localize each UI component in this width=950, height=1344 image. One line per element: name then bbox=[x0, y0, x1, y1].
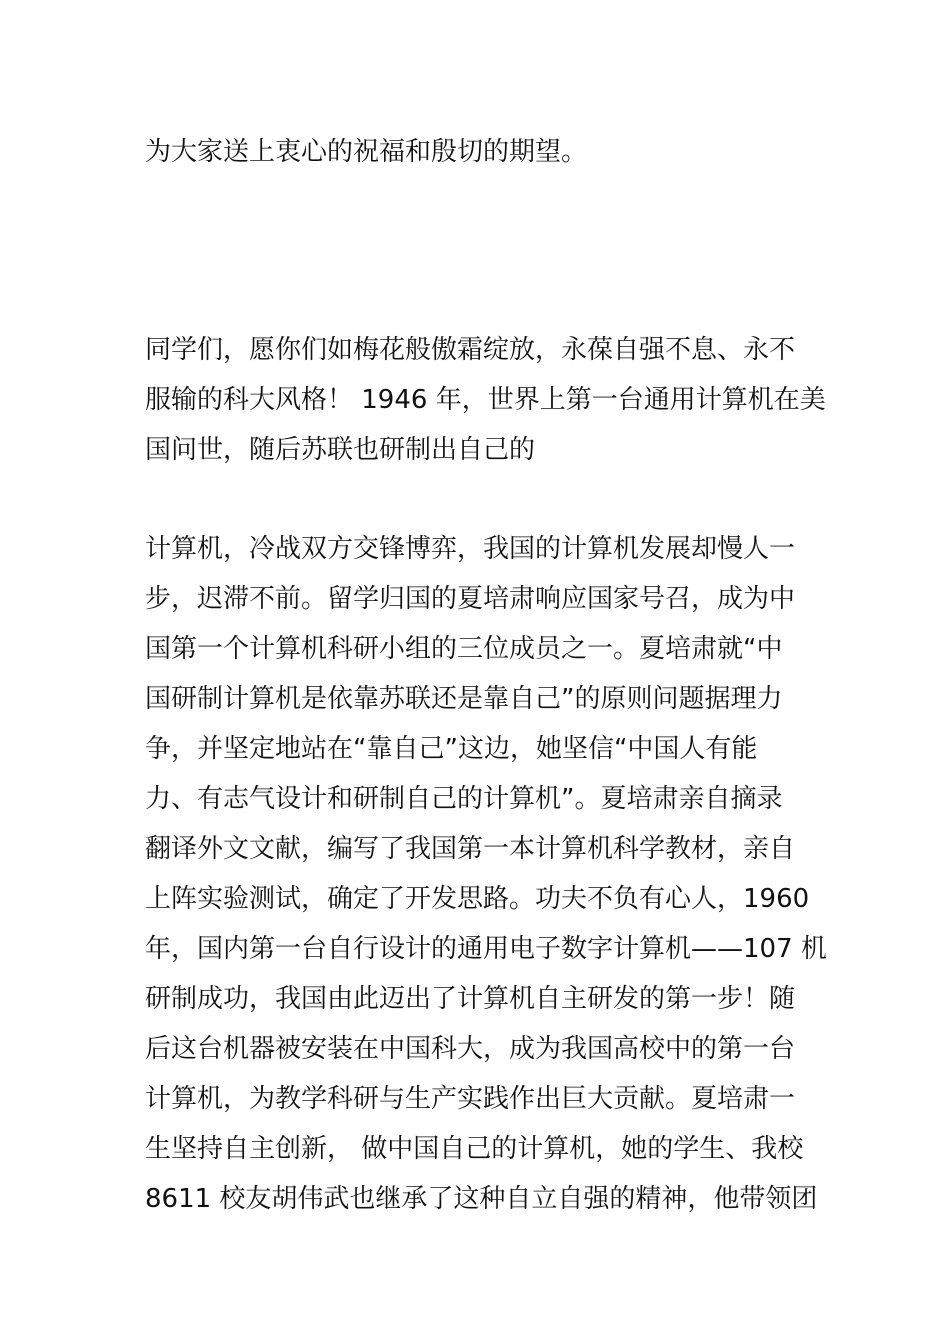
text-line: 同学们，愿你们如梅花般傲霜绽放，永葆自强不息、永不 bbox=[145, 335, 796, 365]
text-line: 服输的科大风格！ 1946 年，世界上第一台通用计算机在美 bbox=[145, 385, 826, 415]
text-line: 上阵实验测试，确定了开发思路。功夫不负有心人，1960 bbox=[145, 884, 810, 914]
text-line: 计算机，冷战双方交锋博弈，我国的计算机发展却慢人一 bbox=[145, 534, 796, 564]
text-line: 国研制计算机是依靠苏联还是靠自己”的原则问题据理力 bbox=[145, 684, 783, 714]
text-line: 计算机，为教学科研与生产实践作出巨大贡献。夏培肃一 bbox=[145, 1084, 796, 1114]
text-line: 后这台机器被安装在中国科大，成为我国高校中的第一台 bbox=[145, 1034, 796, 1064]
text-line: 翻译外文文献，编写了我国第一本计算机科学教材，亲自 bbox=[145, 834, 796, 864]
text-line: 生坚持自主创新， 做中国自己的计算机，她的学生、我校 bbox=[145, 1134, 804, 1164]
text-line: 步，迟滞不前。留学归国的夏培肃响应国家号召，成为中 bbox=[145, 584, 796, 614]
text-line: 国问世，随后苏联也研制出自己的 bbox=[145, 435, 536, 465]
text-line: 8611 校友胡伟武也继承了这种自立自强的精神，他带领团 bbox=[145, 1184, 818, 1214]
text-line: 年，国内第一台自行设计的通用电子数字计算机——107 机 bbox=[145, 934, 827, 964]
text-line: 争，并坚定地站在“靠自己”这边，她坚信“中国人有能 bbox=[145, 734, 758, 764]
text-line: 力、有志气设计和研制自己的计算机”。夏培肃亲自摘录 bbox=[145, 784, 783, 814]
text-line: 国第一个计算机科研小组的三位成员之一。夏培肃就“中 bbox=[145, 634, 783, 664]
text-line: 为大家送上衷心的祝福和殷切的期望。 bbox=[145, 137, 588, 167]
text-line: 研制成功，我国由此迈出了计算机自主研发的第一步！随 bbox=[145, 984, 796, 1014]
